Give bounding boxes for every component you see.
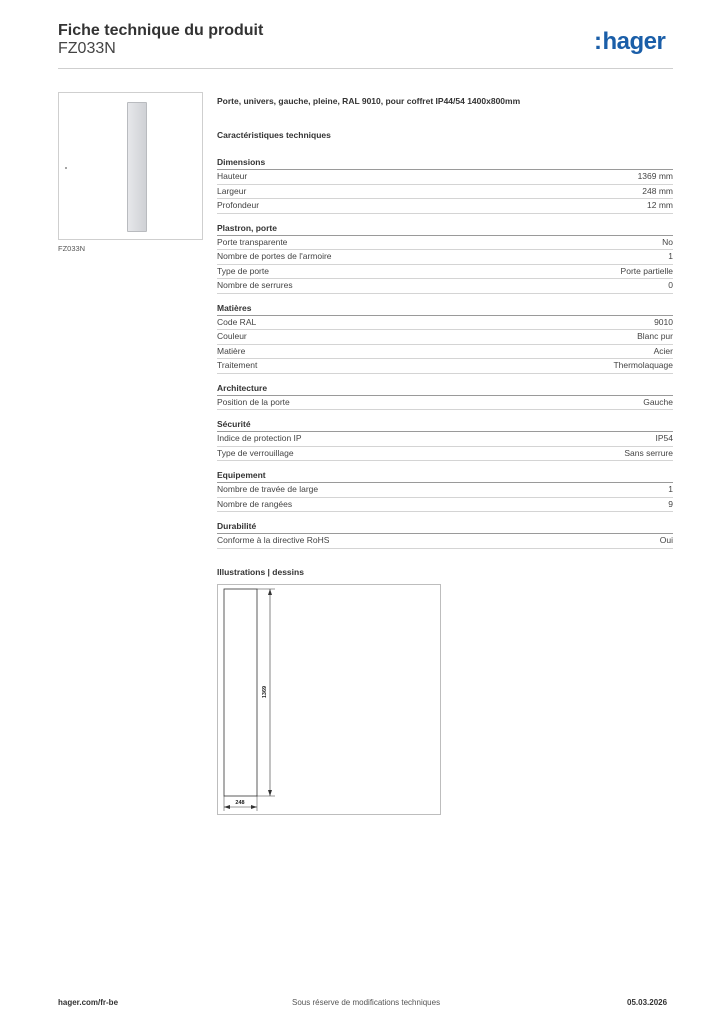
technical-drawing [217,584,441,815]
spec-value: 248 mm [642,185,673,196]
spec-value: Acier [653,345,673,356]
spec-label: Code RAL [217,316,257,327]
spec-value: IP54 [655,433,673,443]
section-title: Matières [217,303,673,316]
spec-value: 12 mm [647,200,673,210]
thumbnail-caption: FZ033N [58,244,86,253]
spec-row [217,199,673,214]
thumbnail-marker [65,167,67,169]
spec-row [217,316,673,331]
section-title: Dimensions [217,157,673,170]
section-title: Sécurité [217,419,673,432]
spec-label: Conforme à la directive RoHS [217,535,330,545]
spec-label: Largeur [217,185,247,196]
width-arrow-right [251,805,257,809]
section-title: Equipement [217,470,673,483]
spec-value: Thermolaquage [613,360,673,370]
width-arrow-left [224,805,230,809]
height-dimension-label: 1369 [262,685,268,698]
footer-date: 05.03.2026 [627,998,668,1007]
spec-value: No [662,236,673,247]
footer-disclaimer: Sous réserve de modifications techniques [292,998,441,1007]
spec-value: Sans serrure [624,447,673,458]
height-arrow-bottom [268,790,272,796]
spec-label: Couleur [217,331,247,341]
spec-row [217,447,673,462]
spec-value: 1369 mm [637,171,673,181]
spec-value: 9010 [654,316,673,327]
spec-label: Traitement [217,360,258,370]
spec-row [217,279,673,294]
spec-value: Gauche [643,396,673,407]
drawing-svg [218,585,440,814]
product-reference: FZ033N [58,40,116,57]
hager-logo: :hager [594,28,666,55]
spec-content [217,96,673,815]
spec-label: Nombre de rangées [217,498,293,509]
spec-section-durabilite [217,521,673,549]
spec-value: Porte partielle [620,265,673,276]
spec-label: Nombre de serrures [217,280,293,290]
spec-label: Hauteur [217,171,248,181]
spec-row [217,250,673,265]
spec-section-dimensions [217,157,673,214]
spec-value: Oui [659,535,673,545]
spec-label: Matière [217,345,246,356]
spec-label: Profondeur [217,200,260,210]
spec-label: Type de porte [217,265,269,276]
spec-section-plastron [217,223,673,294]
spec-row [217,359,673,374]
spec-value: 9 [668,498,673,509]
spec-label: Porte transparente [217,236,288,247]
width-dimension-label: 248 [235,799,245,806]
spec-row [217,345,673,360]
spec-row [217,185,673,200]
spec-row [217,330,673,345]
section-title: Plastron, porte [217,223,673,236]
spec-row [217,498,673,513]
spec-row [217,483,673,498]
spec-row [217,236,673,251]
tech-characteristics-heading: Caractéristiques techniques [217,130,331,140]
height-arrow-top [268,589,272,595]
spec-value: Blanc pur [637,331,673,341]
spec-section-securite [217,419,673,461]
door-image [127,102,147,232]
page-title: Fiche technique du produit [58,22,264,39]
spec-section-equipement [217,470,673,512]
spec-row [217,265,673,280]
door-outline [224,589,257,796]
spec-value: 1 [668,251,673,261]
spec-label: Type de verrouillage [217,447,294,458]
spec-row [217,432,673,447]
spec-row [217,170,673,185]
footer-website: hager.com/fr-be [58,998,119,1007]
product-description: Porte, univers, gauche, pleine, RAL 9010, pour coffret IP44/54 1400x800mm [217,96,521,106]
spec-label: Nombre de travée de large [217,484,319,494]
spec-section-matieres [217,303,673,374]
spec-label: Nombre de portes de l'armoire [217,251,332,261]
header-divider [58,68,673,69]
spec-value: 1 [668,484,673,494]
spec-section-architecture [217,383,673,411]
section-title: Durabilité [217,521,673,534]
section-title: Architecture [217,383,673,396]
product-thumbnail [58,92,203,240]
spec-value: 0 [668,280,673,290]
illustrations-heading: Illustrations | dessins [217,566,304,577]
spec-row [217,534,673,549]
spec-label: Indice de protection IP [217,433,302,443]
logo-text: hager [602,28,666,55]
spec-label: Position de la porte [217,396,290,407]
spec-row [217,396,673,411]
